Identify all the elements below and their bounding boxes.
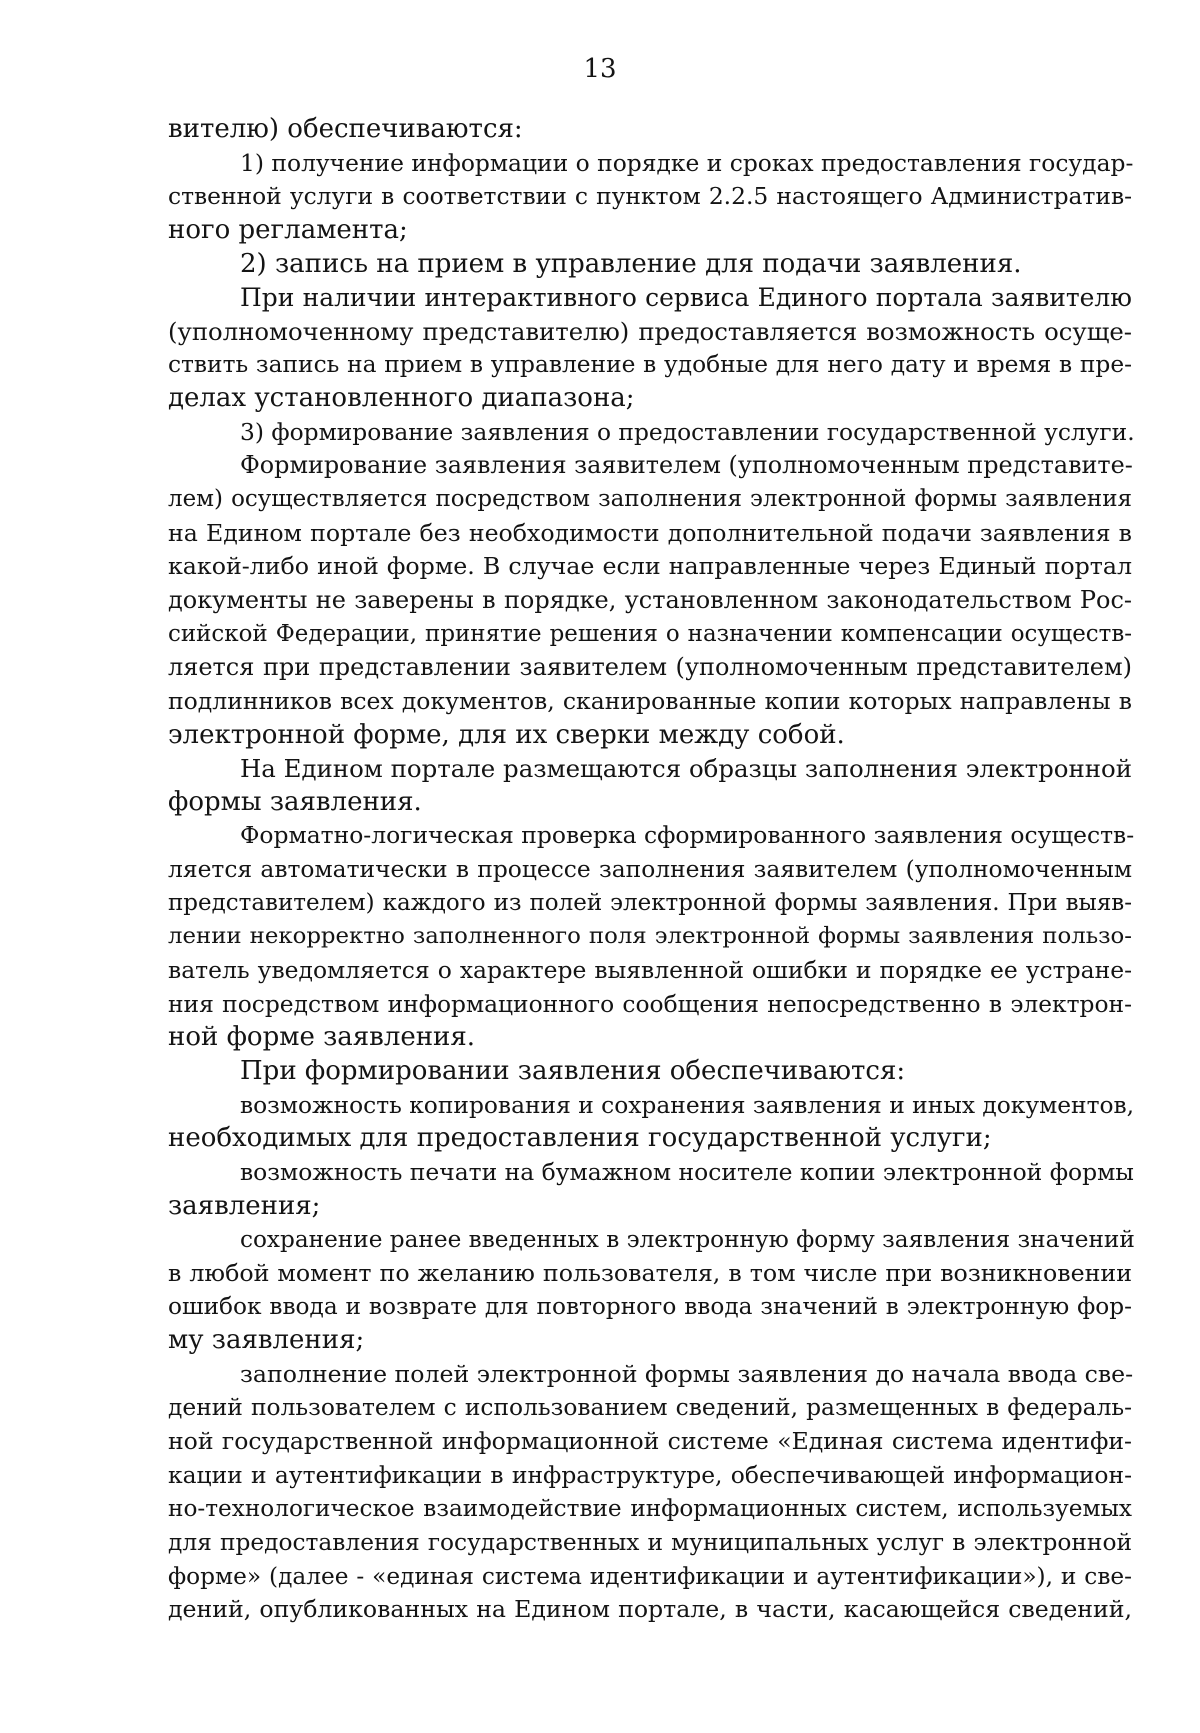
- text-line: дений пользователем с использованием сведений, размещенных в федераль-: [168, 1393, 1132, 1422]
- text-line: какой-либо иной форме. В случае если направленные через Единый портал: [168, 552, 1132, 581]
- text-line: На Едином портале размещаются образцы заполнения электронной: [240, 754, 1132, 784]
- text-line: на Едином портале без необходимости дополнительной подачи заявления в: [168, 518, 1132, 547]
- text-line: Формирование заявления заявителем (уполномоченным представите-: [240, 451, 1133, 480]
- text-line: 3) формирование заявления о предоставлении государственной услуги.: [240, 417, 1135, 446]
- text-line: 2) запись на прием в управление для подачи заявления.: [240, 248, 1022, 279]
- text-line: форме» (далее - «единая система идентификации и аутентификации»), и све-: [168, 1562, 1132, 1590]
- text-line: делах установленного диапазона;: [168, 383, 635, 414]
- text-line: При формировании заявления обеспечиваются:: [240, 1055, 906, 1086]
- text-line: сохранение ранее введенных в электронную форму заявления значений: [240, 1226, 1135, 1254]
- text-line: заявления;: [168, 1190, 321, 1221]
- text-line: вителю) обеспечиваются:: [168, 114, 523, 144]
- text-line: подлинников всех документов, сканированные копии которых направлены в: [168, 686, 1132, 715]
- text-line: ошибок ввода и возврате для повторного ввода значений в электронную фор-: [168, 1293, 1132, 1321]
- text-line: му заявления;: [168, 1325, 365, 1356]
- text-line: При наличии интерактивного сервиса Единого портала заявителю: [240, 283, 1132, 313]
- text-line: лем) осуществляется посредством заполнения электронной формы заявления: [168, 486, 1132, 513]
- text-line: ного регламента;: [168, 214, 408, 245]
- text-line: ватель уведомляется о характере выявленной ошибки и порядке ее устране-: [168, 956, 1132, 985]
- text-line: (уполномоченному представителю) предоставляется возможность осуще-: [168, 316, 1132, 346]
- text-line: возможность печати на бумажном носителе копии электронной формы: [240, 1157, 1134, 1186]
- text-line: представителем) каждого из полей электронной формы заявления. При выяв-: [168, 889, 1132, 916]
- document-body: [168, 113, 1135, 1627]
- text-line: ляется автоматически в процессе заполнения заявителем (уполномоченным: [168, 855, 1132, 884]
- text-line: заполнение полей электронной формы заявления до начала ввода све-: [240, 1359, 1134, 1388]
- text-line: ствить запись на прием в управление в удобные для него дату и время в пре-: [168, 351, 1132, 379]
- text-line: ной государственной информационной системе «Единая система идентифи-: [168, 1426, 1132, 1455]
- text-line: дений, опубликованных на Едином портале, в части, касающейся сведений,: [168, 1595, 1132, 1624]
- text-line: возможность копирования и сохранения заявления и иных документов,: [240, 1090, 1135, 1119]
- text-line: Форматно-логическая проверка сформированного заявления осуществ-: [240, 821, 1135, 850]
- text-line: документы не заверены в порядке, установленном законодательством Рос-: [168, 585, 1132, 614]
- text-line: ния посредством информационного сообщения непосредственно в электрон-: [168, 989, 1132, 1018]
- text-line: ляется при представлении заявителем (уполномоченным представителем): [168, 653, 1132, 682]
- text-line: ственной услуги в соответствии с пунктом 2.2.5 настоящего Административ-: [168, 182, 1132, 211]
- text-line: ной форме заявления.: [168, 1022, 476, 1053]
- text-line: сийской Федерации, принятие решения о назначении компенсации осуществ-: [168, 620, 1132, 647]
- text-line: для предоставления государственных и муниципальных услуг в электронной: [168, 1528, 1132, 1556]
- text-line: электронной форме, для их сверки между собой.: [168, 719, 845, 750]
- text-line: в любой момент по желанию пользователя, в том числе при возникновении: [168, 1258, 1132, 1287]
- text-line: кации и аутентификации в инфраструктуре, обеспечивающей информацион-: [168, 1460, 1132, 1489]
- text-line: формы заявления.: [168, 786, 422, 817]
- text-line: необходимых для предоставления государственной услуги;: [168, 1123, 992, 1154]
- text-line: 1) получение информации о порядке и сроках предоставления государ-: [240, 148, 1134, 177]
- page-number: 13: [583, 54, 617, 84]
- text-line: лении некорректно заполненного поля электронной формы заявления пользо-: [168, 923, 1132, 950]
- text-line: но-технологическое взаимодействие информационных систем, используемых: [168, 1495, 1132, 1523]
